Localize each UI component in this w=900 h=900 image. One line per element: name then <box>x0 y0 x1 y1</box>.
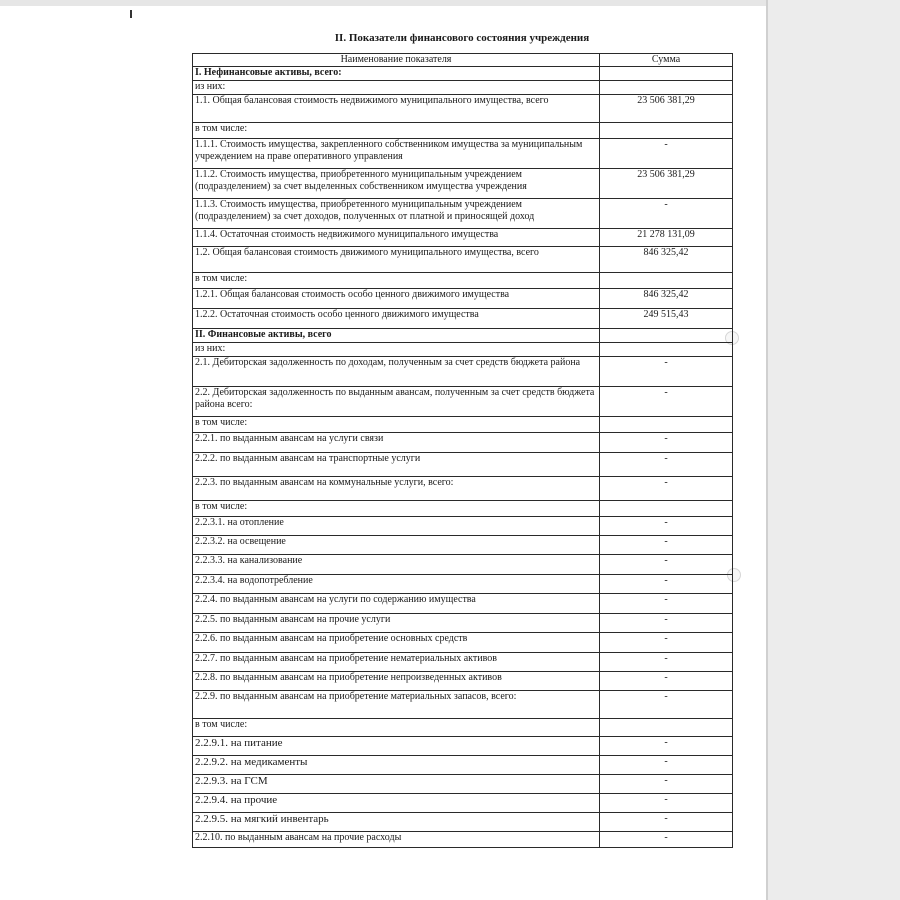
row-label: 1.1.3. Стоимость имущества, приобретенного муниципальным учреждением (подразделением) за счет доходов, полученных от платной и приносящей доход <box>193 199 600 229</box>
row-label: в том числе: <box>193 123 600 139</box>
row-label: из них: <box>193 81 600 95</box>
row-label: 2.2.5. по выданным авансам на прочие услуги <box>193 614 600 633</box>
row-label: в том числе: <box>193 273 600 289</box>
table-row <box>193 691 733 719</box>
row-label: в том числе: <box>193 719 600 737</box>
row-value: - <box>600 517 733 536</box>
row-label: 2.2.9.4. на прочие <box>193 794 600 813</box>
column-header-name: Наименование показателя <box>193 54 600 67</box>
table-row <box>193 453 733 477</box>
row-value: 249 515,43 <box>600 309 733 329</box>
table-row <box>193 433 733 453</box>
row-value: - <box>600 614 733 633</box>
table-row <box>193 614 733 633</box>
table-row <box>193 575 733 594</box>
row-value: 846 325,42 <box>600 289 733 309</box>
row-label: 1.1. Общая балансовая стоимость недвижимого муниципального имущества, всего <box>193 95 600 123</box>
scan-right-margin <box>766 0 900 900</box>
row-value: - <box>600 672 733 691</box>
financial-indicators-table <box>192 53 733 848</box>
row-label: 1.1.2. Стоимость имущества, приобретенного муниципальным учреждением (подразделением) за счет выделенных собственником имущества учреждения <box>193 169 600 199</box>
row-value: 21 278 131,09 <box>600 229 733 247</box>
table-row <box>193 273 733 289</box>
row-label: II. Финансовые активы, всего <box>193 329 600 343</box>
document-title: II. Показатели финансового состояния учреждения <box>334 32 590 44</box>
row-value <box>600 329 733 343</box>
row-label: 2.2.9.2. на медикаменты <box>193 756 600 775</box>
row-label: I. Нефинансовые активы, всего: <box>193 67 600 81</box>
row-value: - <box>600 794 733 813</box>
table-header-row <box>193 54 733 67</box>
table-row <box>193 229 733 247</box>
row-value: - <box>600 536 733 555</box>
row-value: - <box>600 756 733 775</box>
table-row <box>193 653 733 672</box>
row-value: - <box>600 139 733 169</box>
table-row <box>193 357 733 387</box>
table-row <box>193 81 733 95</box>
table-row <box>193 139 733 169</box>
table-row <box>193 633 733 653</box>
table-row <box>193 329 733 343</box>
table-row <box>193 794 733 813</box>
row-value: - <box>600 453 733 477</box>
table-row <box>193 832 733 848</box>
row-value: - <box>600 633 733 653</box>
table-row <box>193 501 733 517</box>
row-label: 2.2.3.3. на канализование <box>193 555 600 575</box>
table-row <box>193 594 733 614</box>
row-label: 1.2. Общая балансовая стоимость движимого муниципального имущества, всего <box>193 247 600 273</box>
row-value <box>600 123 733 139</box>
scan-mark <box>130 10 132 18</box>
row-label: 2.2.3. по выданным авансам на коммунальные услуги, всего: <box>193 477 600 501</box>
row-label: 1.2.2. Остаточная стоимость особо ценного движимого имущества <box>193 309 600 329</box>
row-label: в том числе: <box>193 417 600 433</box>
row-label: 2.2.9. по выданным авансам на приобретение материальных запасов, всего: <box>193 691 600 719</box>
row-label: 2.2.10. по выданным авансам на прочие расходы <box>193 832 600 848</box>
row-label: в том числе: <box>193 501 600 517</box>
row-label: 2.2.2. по выданным авансам на транспортные услуги <box>193 453 600 477</box>
row-value: - <box>600 357 733 387</box>
row-value: - <box>600 653 733 672</box>
table-row <box>193 813 733 832</box>
row-value: 23 506 381,29 <box>600 95 733 123</box>
row-value <box>600 343 733 357</box>
scan-top-edge <box>0 0 900 6</box>
table-row <box>193 309 733 329</box>
row-label: 2.2. Дебиторская задолженность по выданным авансам, полученным за счет средств бюджета района всего: <box>193 387 600 417</box>
table-row <box>193 756 733 775</box>
table-row <box>193 719 733 737</box>
table-row <box>193 343 733 357</box>
table-row <box>193 417 733 433</box>
row-value: - <box>600 387 733 417</box>
table-row <box>193 477 733 501</box>
row-value: - <box>600 775 733 794</box>
table-row <box>193 289 733 309</box>
row-value: - <box>600 199 733 229</box>
paper-edge <box>766 0 768 900</box>
table-row <box>193 555 733 575</box>
table-row <box>193 247 733 273</box>
table-row <box>193 123 733 139</box>
row-value <box>600 719 733 737</box>
row-value: - <box>600 594 733 614</box>
column-header-sum: Сумма <box>600 54 733 67</box>
row-value <box>600 81 733 95</box>
row-value: - <box>600 691 733 719</box>
table-row <box>193 199 733 229</box>
row-value: 846 325,42 <box>600 247 733 273</box>
row-label: 2.2.9.3. на ГСМ <box>193 775 600 794</box>
table-row <box>193 775 733 794</box>
row-value: - <box>600 555 733 575</box>
row-value: - <box>600 477 733 501</box>
row-label: 1.2.1. Общая балансовая стоимость особо ценного движимого имущества <box>193 289 600 309</box>
row-label: 2.2.3.1. на отопление <box>193 517 600 536</box>
table-row <box>193 672 733 691</box>
row-value: - <box>600 813 733 832</box>
row-label: 2.2.9.1. на питание <box>193 737 600 756</box>
row-value <box>600 67 733 81</box>
row-label: 2.2.4. по выданным авансам на услуги по содержанию имущества <box>193 594 600 614</box>
row-value: - <box>600 737 733 756</box>
row-label: 1.1.1. Стоимость имущества, закрепленного собственником имущества за муниципальным учреждением на праве оперативного управления <box>193 139 600 169</box>
row-value: - <box>600 433 733 453</box>
row-value <box>600 501 733 517</box>
table-row <box>193 169 733 199</box>
row-value: 23 506 381,29 <box>600 169 733 199</box>
row-value <box>600 273 733 289</box>
table-row <box>193 737 733 756</box>
row-label: 2.2.7. по выданным авансам на приобретение нематериальных активов <box>193 653 600 672</box>
row-value: - <box>600 575 733 594</box>
row-label: 2.1. Дебиторская задолженность по доходам, полученным за счет средств бюджета района <box>193 357 600 387</box>
row-label: 2.2.1. по выданным авансам на услуги связи <box>193 433 600 453</box>
row-label: 2.2.9.5. на мягкий инвентарь <box>193 813 600 832</box>
table-row <box>193 67 733 81</box>
row-value <box>600 417 733 433</box>
row-label: из них: <box>193 343 600 357</box>
row-label: 2.2.8. по выданным авансам на приобретение непроизведенных активов <box>193 672 600 691</box>
table-row <box>193 536 733 555</box>
row-label: 2.2.3.4. на водопотребление <box>193 575 600 594</box>
table-row <box>193 387 733 417</box>
row-value: - <box>600 832 733 848</box>
row-label: 2.2.6. по выданным авансам на приобретение основных средств <box>193 633 600 653</box>
row-label: 2.2.3.2. на освещение <box>193 536 600 555</box>
table-row <box>193 95 733 123</box>
row-label: 1.1.4. Остаточная стоимость недвижимого муниципального имущества <box>193 229 600 247</box>
table-row <box>193 517 733 536</box>
